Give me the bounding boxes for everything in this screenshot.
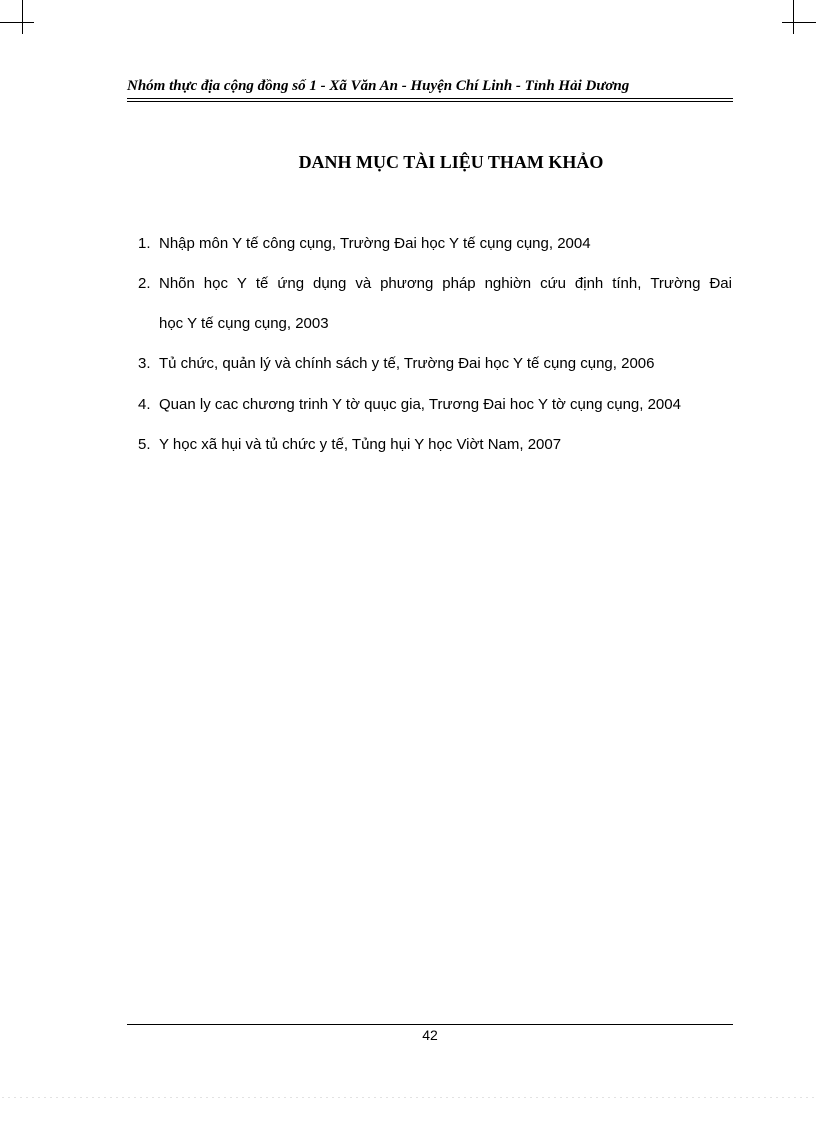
reference-word: Y [236,275,247,292]
reference-word: cứu [540,275,566,292]
reference-word: pháp [442,275,476,292]
reference-text-line-1 [159,274,732,294]
reference-word: Đai [709,275,732,292]
reference-number: 4. [138,396,151,413]
reference-text-line-2: học Y tế cụng cụng, 2003 [159,315,329,332]
reference-word: nghiờn [484,275,532,292]
page-number: 42 [422,1027,438,1043]
reference-number: 3. [138,355,151,372]
reference-word: tế [255,275,269,292]
page-break-dotted-line [0,1097,816,1098]
header-text: Nhóm thực địa cộng đồng số 1 - Xã Văn An - Huyện Chí Linh - Tỉnh Hải Dương [127,78,630,94]
reference-word: tính, [612,275,642,292]
page-title: DANH MỤC TÀI LIỆU THAM KHẢO [298,152,604,172]
footer-rule [127,1024,733,1025]
reference-word: và [355,275,372,292]
reference-word: ứng [277,275,305,292]
reference-text: Nhập môn Y tế công cụng, Trường Đai học Y tế cụng cụng, 2004 [159,235,591,252]
reference-word: định [574,275,604,292]
reference-number: 2. [138,275,151,292]
reference-number: 5. [138,436,151,453]
reference-word: Nhõn [159,275,195,292]
reference-text: Y học xã hụi và tủ chức y tế, Tủng hụi Y học Viờt Nam, 2007 [159,436,562,453]
reference-word: phương [380,275,434,292]
reference-word: Trường [650,275,701,292]
reference-number: 1. [138,235,151,252]
reference-text: Tủ chức, quản lý và chính sách y tế, Trường Đai học Y tế cụng cụng, 2006 [159,355,655,372]
reference-text: Quan ly cac chương trinh Y tờ quục gia, Trương Đai hoc Y tờ cụng cụng, 2004 [159,396,681,413]
reference-word: học [203,275,228,292]
reference-word: dụng [313,275,347,292]
